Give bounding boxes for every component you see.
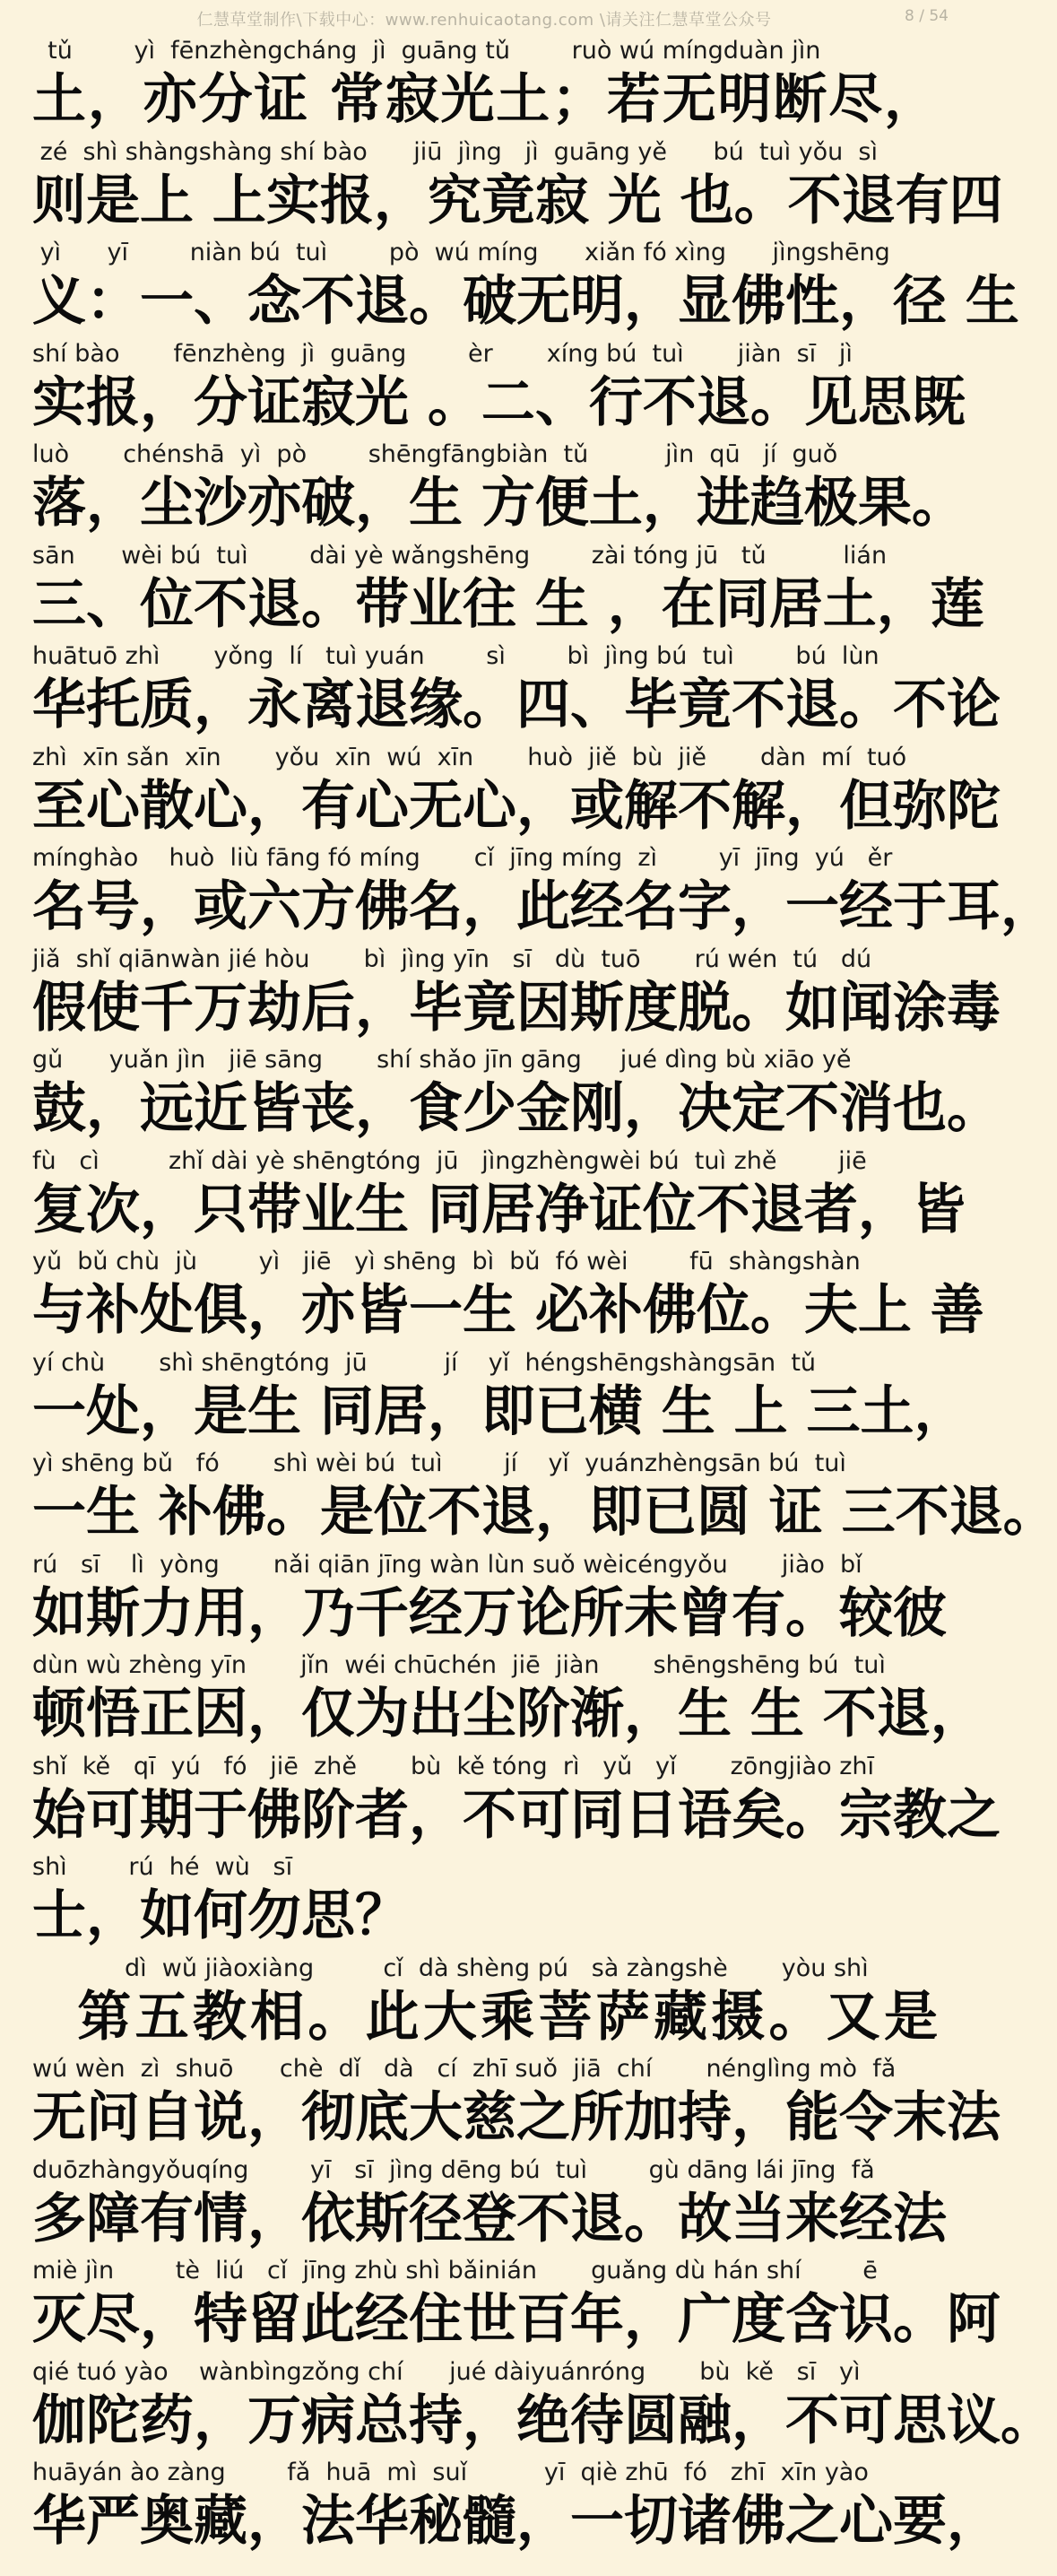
text-line [32, 640, 1001, 741]
chinese-text: 至心散心，有心无心，或解不解，但弥陀 [32, 774, 1001, 838]
page-header [0, 0, 968, 36]
pinyin-annotation: huātuō zhì yǒng lí tuì yuán sì bì jìng bú tuì bú lùn [32, 642, 879, 670]
text-line [32, 337, 966, 439]
text-line [32, 1043, 1001, 1144]
text-line [32, 1346, 968, 1448]
chinese-text: 如斯力用，乃千经万论所未曾有。较彼 [32, 1581, 947, 1645]
pinyin-annotation: shǐ kě qī yú fó jiē zhě bù kě tóng rì yǔ yǐ zōngjiào zhī [32, 1752, 874, 1780]
pinyin-annotation: shí bào fēnzhèng jì guāng èr xíng bú tuì jiàn sī jì [32, 339, 853, 368]
text-line [32, 34, 938, 135]
pinyin-annotation: yǔ bǔ chù jù yì jiē yì shēng bì bǔ fó wèi fū shàngshàn [32, 1248, 861, 1275]
pinyin-annotation: huāyán ào zàng fǎ huā mì suǐ yī qiè zhū fó zhī xīn yào [32, 2459, 869, 2486]
chinese-text: 三、位不退。带业往 生 ，在同居土，莲 [32, 572, 984, 636]
pinyin-annotation: yì shēng bǔ fó shì wèi bú tuì jí yǐ yuánzhèngsān bú tuì [32, 1449, 846, 1477]
header-watermark-text: 仁慧草堂制作\下载中心：www.renhuicaotang.com \请关注仁慧草堂公众号 [196, 11, 772, 30]
text-line [32, 1850, 938, 1952]
pinyin-annotation: sān wèi bú tuì dài yè wǎngshēng zài tóng jū tǔ lián [32, 541, 888, 570]
chinese-text: 土，亦分证 常寂光土；若无明断尽， [32, 68, 938, 131]
chinese-text: 名号，或六方佛名，此经名字，一经于耳， [32, 875, 1054, 938]
pinyin-annotation: duōzhàngyǒuqíng yī sī jìng dēng bú tuì gù dāng lái jīng fǎ [32, 2155, 875, 2184]
pinyin-annotation: gǔ yuǎn jìn jiē sāng shí shǎo jīn gāng jué dìng bù xiāo yě [32, 1046, 852, 1074]
chinese-text: 复次，只带业生 同居净证位不退者，皆 [32, 1178, 966, 1241]
chinese-text: 无问自说，彻底大慈之所加持，能令末法 [32, 2086, 1001, 2149]
chinese-text: 多障有情，依斯径登不退。故当来经法 [32, 2187, 947, 2250]
chinese-text: 鼓，远近皆丧，食少金刚，决定不消也。 [32, 1077, 1001, 1140]
pinyin-annotation: shì rú hé wù sī [32, 1853, 293, 1881]
text-line [32, 841, 1054, 943]
chinese-text: 义：一、念不退。破无明，显佛性，径 生 [32, 270, 1019, 333]
chinese-text: 华托质，永离退缘。四、毕竟不退。不论 [32, 674, 1001, 736]
text-line [32, 135, 1003, 237]
pinyin-annotation: mínghào huò liù fāng fó míng cǐ jīng míng zì yī jīng yú ěr [32, 844, 893, 872]
chinese-text: 一处，是生 同居，即已横 生 上 三土， [32, 1379, 968, 1443]
pinyin-annotation: dùn wù zhèng yīn jǐn wéi chūchén jiē jiàn shēngshēng bú tuì [32, 1651, 886, 1679]
chinese-text: 实报，分证寂光 。二、行不退。见思既 [32, 370, 966, 434]
pinyin-annotation: rú sī lì yòng nǎi qiān jīng wàn lùn suǒ wèicéngyǒu jiào bǐ [32, 1550, 862, 1579]
text-line [32, 943, 1001, 1044]
text-line [32, 236, 1019, 337]
pinyin-annotation: fù cì zhǐ dài yè shēngtóng jū jìngzhèngwèi bú tuì zhě jiē [32, 1146, 867, 1175]
chinese-text: 第五教相。此大乘菩萨藏摄。又是 [32, 1985, 938, 2049]
page-number: 8 / 54 [905, 7, 949, 25]
text-line [32, 2456, 1001, 2557]
chinese-text: 落，尘沙亦破，生 方便土，进趋极果。 [32, 472, 966, 535]
text-line [32, 2355, 1054, 2457]
text-line [32, 1750, 1001, 1851]
pinyin-annotation: dì wǔ jiàoxiàng cǐ dà shèng pú sà zàngshè yòu shì [32, 1954, 869, 1982]
text-line [32, 1245, 984, 1346]
chinese-text: 与补处俱，亦皆一生 必补佛位。夫上 善 [32, 1279, 984, 1342]
chinese-text: 灭尽，特留此经住世百年，广度含识。阿 [32, 2288, 1001, 2351]
pinyin-annotation: miè jìn tè liú cǐ jīng zhù shì bǎinián guǎng dù hán shí ē [32, 2257, 878, 2284]
pinyin-annotation: zhì xīn sǎn xīn yǒu xīn wú xīn huò jiě bù jiě dàn mí tuó [32, 743, 907, 771]
chinese-text: 伽陀药，万病总持，绝待圆融，不可思议。 [32, 2389, 1054, 2452]
text-line [32, 2254, 1001, 2355]
pinyin-annotation: luò chénshā yì pò shēngfāngbiàn tǔ jìn qū jí guǒ [32, 440, 838, 468]
text-line [32, 1447, 1057, 1548]
text-line [32, 438, 966, 539]
text-line [32, 539, 984, 640]
text-line [32, 741, 1001, 842]
text-line [32, 1952, 938, 2053]
chinese-text: 则是上 上实报，究竟寂 光 也。不退有四 [32, 169, 1003, 232]
chinese-text: 顿悟正因，仅为出尘阶渐，生 生 不退， [32, 1683, 984, 1745]
pinyin-annotation: yì yī niàn bú tuì pò wú míng xiǎn fó xìng jìngshēng [32, 239, 890, 266]
pinyin-annotation: yí chù shì shēngtóng jū jí yǐ héngshēngshàngsān tǔ [32, 1348, 817, 1377]
text-line [32, 1548, 947, 1649]
chinese-text: 假使千万劫后，毕竟因斯度脱。如闻涂毒 [32, 976, 1001, 1040]
scripture-text-body [32, 34, 1057, 2557]
pinyin-annotation: wú wèn zì shuō chè dǐ dà cí zhī suǒ jiā chí nénglìng mò fǎ [32, 2055, 897, 2083]
text-line [32, 2052, 1001, 2154]
chinese-text: 华严奥藏，法华秘髓，一切诸佛之心要， [32, 2490, 1001, 2553]
text-line [32, 2154, 947, 2255]
text-line [32, 1144, 966, 1246]
chinese-text: 士，如何勿思？ [32, 1884, 409, 1947]
pinyin-annotation: zé shì shàngshàng shí bào jiū jìng jì guāng yě bú tuì yǒu sì [32, 137, 878, 166]
pinyin-annotation: jiǎ shǐ qiānwàn jié hòu bì jìng yīn sī dù tuō rú wén tú dú [32, 944, 872, 973]
pinyin-annotation: qié tuó yào wànbìngzǒng chí jué dàiyuánróng bù kě sī yì [32, 2357, 861, 2386]
pinyin-annotation: tǔ yì fēnzhèngcháng jì guāng tǔ ruò wú míngduàn jìn [32, 37, 821, 65]
text-line [32, 1649, 984, 1750]
chinese-text: 始可期于佛阶者，不可同日语矣。宗教之 [32, 1783, 1001, 1847]
chinese-text: 一生 补佛。是位不退，即已圆 证 三不退。 [32, 1481, 1057, 1544]
